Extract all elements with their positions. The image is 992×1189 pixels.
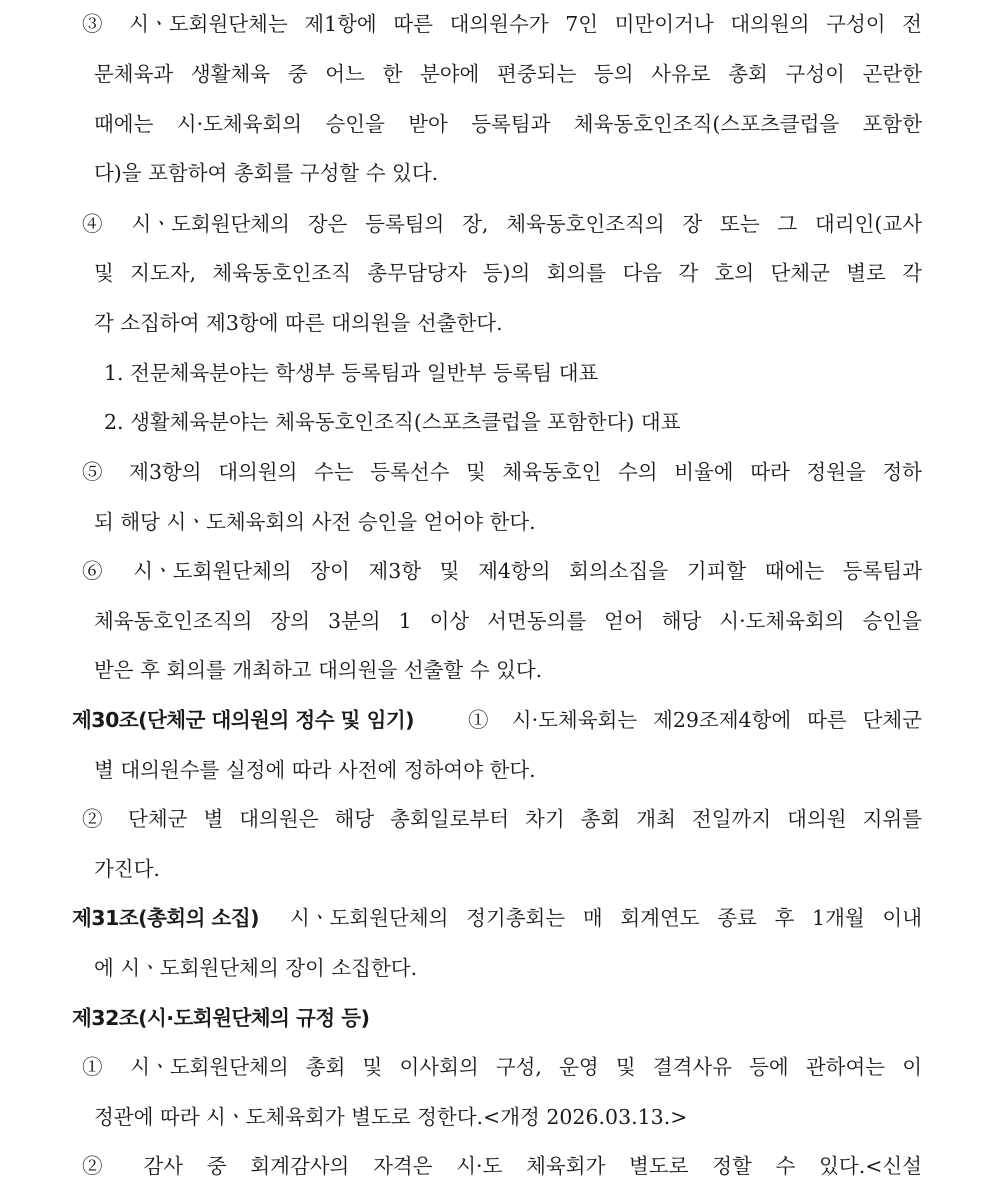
article-30-title: 제30조(단체군 대의원의 정수 및 임기) xyxy=(72,708,415,732)
text-line: 때에는 시·도체육회의 승인을 받아 등록팀과 체육동호인조직(스포츠클럽을 포함한 xyxy=(94,112,922,136)
list-item-1: 1. 전문체육분야는 학생부 등록팀과 일반부 등록팀 대표 xyxy=(104,361,599,385)
text-line: 별 대의원수를 실정에 따라 사전에 정하여야 한다. xyxy=(94,758,536,782)
text-line: 및 지도자, 체육동호인조직 총무담당자 등)의 회의를 다음 각 호의 단체군 별로 각 xyxy=(94,261,922,285)
text-line: ⑤ 제3항의 대의원의 수는 등록선수 및 체육동호인 수의 비율에 따라 정원을 정하 xyxy=(82,460,922,484)
text-line: ② 감사 중 회계감사의 자격은 시·도 체육회가 별도로 정할 수 있다.<신설 xyxy=(82,1154,922,1178)
text-line: 체육동호인조직의 장의 3분의 1 이상 서면동의를 얻어 해당 시·도체육회의 승인을 xyxy=(94,609,922,633)
text-line: ⑥ 시ㆍ도회원단체의 장이 제3항 및 제4항의 회의소집을 기피할 때에는 등록팀과 xyxy=(82,559,922,583)
article-32-title: 제32조(시·도회원단체의 규정 등) xyxy=(72,1006,370,1030)
text-line: 정관에 따라 시ㆍ도체육회가 별도로 정한다.<개정 2026.03.13.> xyxy=(94,1105,688,1129)
text-line: 각 소집하여 제3항에 따른 대의원을 선출한다. xyxy=(94,311,503,335)
text-line: 에 시ㆍ도회원단체의 장이 소집한다. xyxy=(94,956,418,980)
text-line: 가진다. xyxy=(94,857,160,881)
text-line: 다)을 포함하여 총회를 구성할 수 있다. xyxy=(94,161,439,185)
text-line: 문체육과 생활체육 중 어느 한 분야에 편중되는 등의 사유로 총회 구성이 곤란한 xyxy=(94,62,922,86)
text-line: ③ 시ㆍ도회원단체는 제1항에 따른 대의원수가 7인 미만이거나 대의원의 구성이 전 xyxy=(82,12,922,36)
text-line: 시ㆍ도회원단체의 정기총회는 매 회계연도 종료 후 1개월 이내 xyxy=(290,906,922,930)
article-31-title: 제31조(총회의 소집) xyxy=(72,906,260,930)
list-item-2: 2. 생활체육분야는 체육동호인조직(스포츠클럽을 포함한다) 대표 xyxy=(104,410,681,434)
text-line: ① 시ㆍ도회원단체의 총회 및 이사회의 구성, 운영 및 결격사유 등에 관하여는 이 xyxy=(82,1055,922,1079)
text-line: ② 단체군 별 대의원은 해당 총회일로부터 차기 총회 개최 전일까지 대의원 지위를 xyxy=(82,807,922,831)
text-line: 되 해당 시ㆍ도체육회의 사전 승인을 얻어야 한다. xyxy=(94,510,536,534)
text-line: 받은 후 회의를 개최하고 대의원을 선출할 수 있다. xyxy=(94,658,543,682)
text-line: ④ 시ㆍ도회원단체의 장은 등록팀의 장, 체육동호인조직의 장 또는 그 대리인(교사 xyxy=(82,212,922,236)
text-line: ① 시·도체육회는 제29조제4항에 따른 단체군 xyxy=(468,708,922,732)
